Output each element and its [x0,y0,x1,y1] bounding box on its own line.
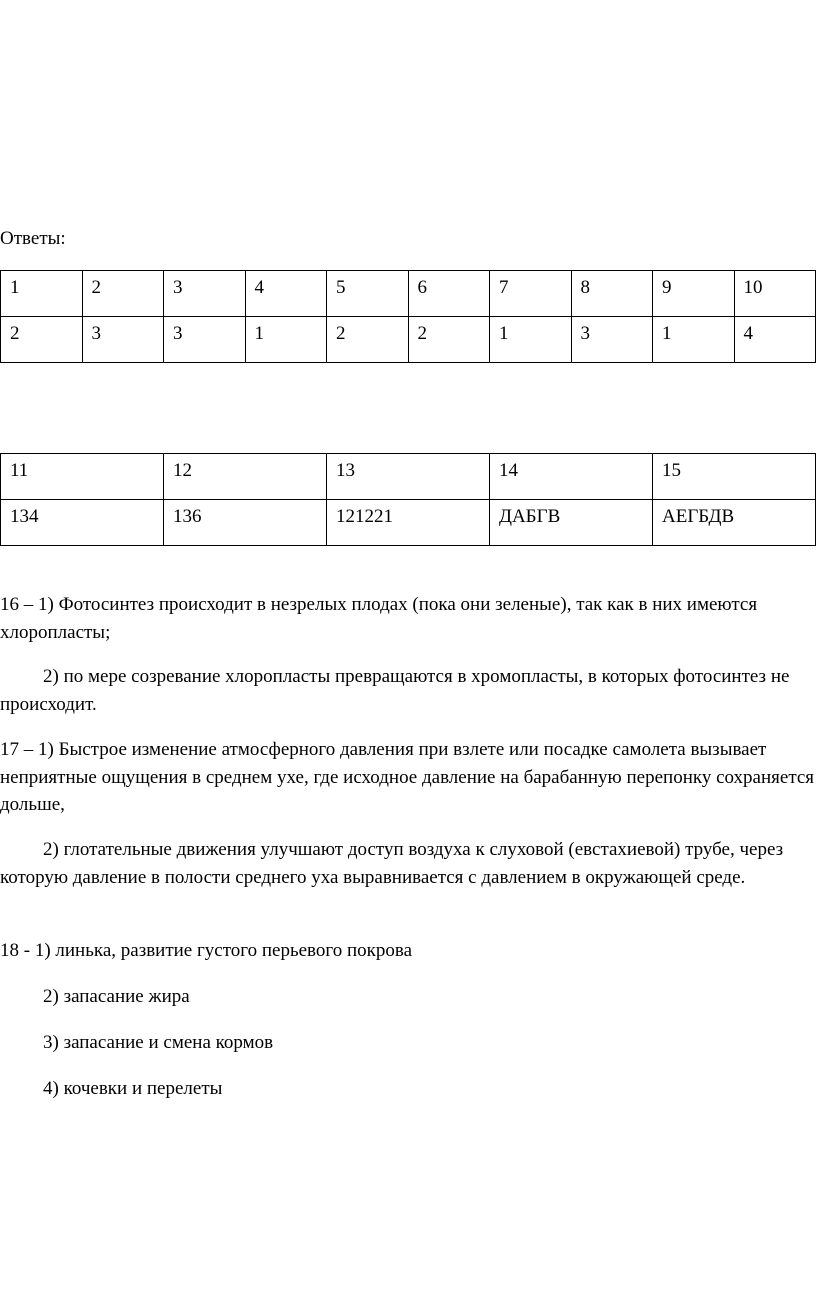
table-cell: 4 [245,271,327,317]
table-row-answers [1,317,816,363]
answer-16-point-1: 16 – 1) Фотосинтез происходит в незрелых плодах (пока они зеленые), так как в них имеются хлоропласты; [0,594,758,643]
table-cell: 3 [82,317,164,363]
table-cell: 11 [1,454,164,500]
table-cell: 1 [490,317,572,363]
table-row-numbers [1,454,816,500]
table-cell: 10 [734,271,816,317]
table-cell: 2 [408,317,490,363]
table-cell: 121221 [327,500,490,546]
table-cell: 8 [571,271,653,317]
table-cell: 4 [734,317,816,363]
table-cell: 14 [490,454,653,500]
table-cell: 3 [571,317,653,363]
table-row-answers [1,500,816,546]
answer-16-point-2: 2) по мере созревание хлоропласты превращаются в хромопласты, в которых фотосинтез не происходит. [0,666,790,715]
table-cell: 7 [490,271,572,317]
table-cell: АЕГБДВ [653,500,816,546]
answers-table-1 [0,270,816,363]
table-row-numbers [1,271,816,317]
table-cell: 134 [1,500,164,546]
table-cell: 15 [653,454,816,500]
answer-18-point-3: 3) запасание и смена кормов [43,1032,274,1053]
table-cell: 3 [164,317,246,363]
answer-18-point-2: 2) запасание жира [43,986,190,1007]
table-cell: 2 [327,317,409,363]
table-cell: 2 [82,271,164,317]
table-cell: 5 [327,271,409,317]
table-cell: 3 [164,271,246,317]
table-cell: ДАБГВ [490,500,653,546]
table-cell: 6 [408,271,490,317]
answer-17-point-1: 17 – 1) Быстрое изменение атмосферного давления при взлете или посадке самолета вызывает неприятные ощущения в среднем ухе, где исходное давление на барабанную перепонку сохраняется дольше, [0,739,815,815]
answers-table-2 [0,453,816,546]
table-cell: 1 [245,317,327,363]
table-cell: 9 [653,271,735,317]
answers-heading: Ответы: [0,228,66,249]
table-cell: 1 [653,317,735,363]
answer-18-point-4: 4) кочевки и перелеты [43,1078,223,1099]
answer-17-point-2: 2) глотательные движения улучшают доступ воздуха к слуховой (евстахиевой) трубе, через которую давление в полости среднего уха выравнивается с давлением в окружающей среде. [0,839,784,888]
table-cell: 1 [1,271,83,317]
table-cell: 12 [164,454,327,500]
answer-18-point-1: 18 - 1) линька, развитие густого перьевого покрова [0,940,413,961]
table-cell: 13 [327,454,490,500]
table-cell: 136 [164,500,327,546]
table-cell: 2 [1,317,83,363]
